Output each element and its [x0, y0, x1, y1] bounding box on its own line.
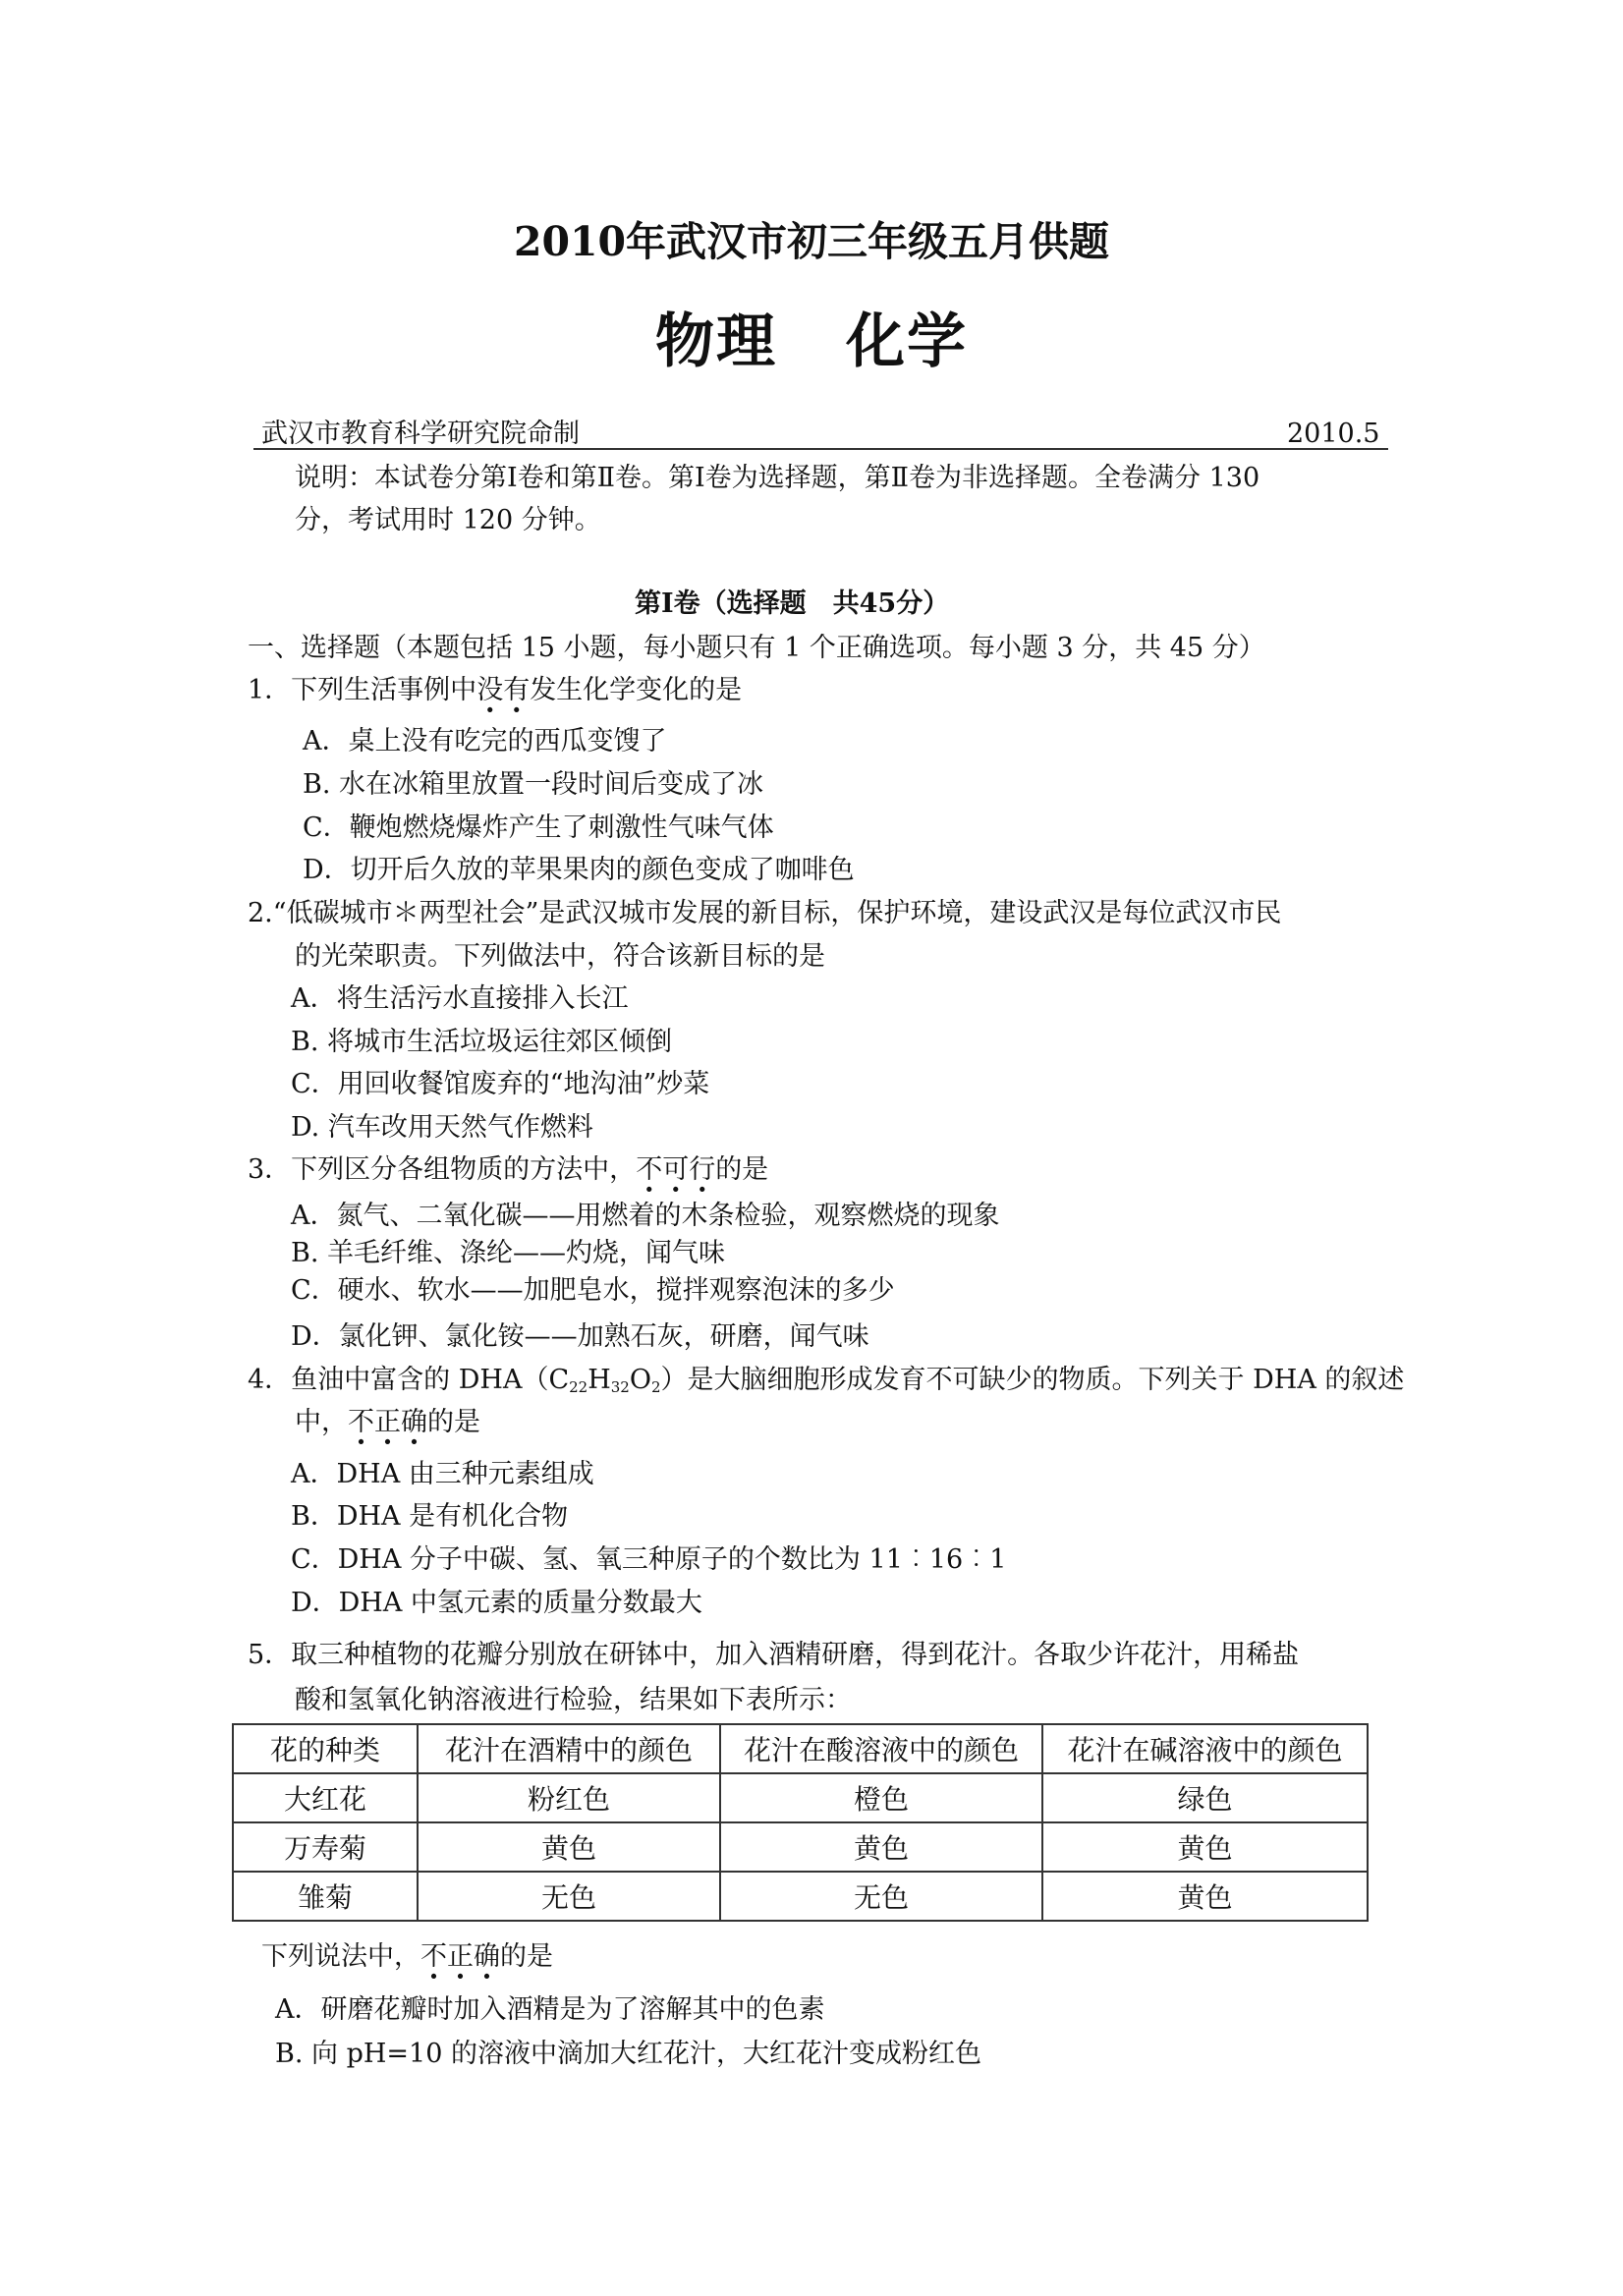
table-cell: 大红花 [233, 1773, 418, 1822]
section-1-intro: 一、选择题（本题包括 15 小题，每小题只有 1 个正确选项。每小题 3 分，共 45 分） [248, 633, 1265, 663]
q5-after-b: 的是 [500, 1941, 553, 1972]
q3-stem [248, 1156, 768, 1183]
q1-stem [248, 677, 742, 703]
table-cell: 橙色 [720, 1773, 1042, 1822]
q5-question [261, 1943, 553, 1970]
q5-option-a: A．研磨花瓣时加入酒精是为了溶解其中的色素 [275, 1994, 825, 2025]
q5-option-b: B. 向 pH=10 的溶液中滴加大红花汁，大红花汁变成粉红色 [275, 2039, 981, 2069]
q3-option-d: D．氯化钾、氯化铵——加熟石灰，研磨，闻气味 [291, 1321, 869, 1352]
instructions-line-2: 分，考试用时 120 分钟。 [295, 505, 601, 535]
q2-stem-line-1: 2.“低碳城市＊两型社会”是武汉城市发展的新目标，保护环境，建设武汉是每位武汉市民 [248, 898, 1282, 928]
table-header-cell: 花汁在酸溶液中的颜色 [720, 1724, 1042, 1773]
table-cell: 雏菊 [233, 1872, 418, 1921]
q1-option-a: A．桌上没有吃完的西瓜变馊了 [303, 726, 667, 756]
q5-stem-line-1: 5．取三种植物的花瓣分别放在研钵中，加入酒精研磨，得到花汁。各取少许花汁，用稀盐 [248, 1640, 1300, 1670]
table-cell: 绿色 [1042, 1773, 1368, 1822]
q2-option-d: D. 汽车改用天然气作燃料 [291, 1112, 593, 1143]
q1-emphasis-1: 没 [476, 675, 504, 705]
table-cell: 黄色 [418, 1822, 720, 1872]
q4-sub-o: 2 [651, 1378, 661, 1396]
issue-date: 2010.5 [1287, 419, 1380, 449]
q1-stem-b: 发生化学变化的是 [530, 675, 743, 705]
q4-stem-line-2-b: 的是 [427, 1407, 480, 1437]
q4-option-d: D．DHA 中氢元素的质量分数最大 [291, 1588, 702, 1618]
table-cell: 无色 [720, 1872, 1042, 1921]
q5-after-a: 下列说法中， [261, 1941, 420, 1972]
part-1-title: 第Ⅰ卷（选择题 共45分） [635, 588, 950, 619]
table-header-cell: 花汁在酒精中的颜色 [418, 1724, 720, 1773]
q3-option-a: A．氮气、二氧化碳——用燃着的木条检验，观察燃烧的现象 [291, 1201, 1000, 1231]
q4-option-a: A．DHA 由三种元素组成 [291, 1459, 594, 1489]
q4-stem-line-1 [248, 1367, 1404, 1395]
q1-option-c: C．鞭炮燃烧爆炸产生了刺激性气味气体 [303, 812, 774, 843]
q5-emphasis-2: 正 [447, 1941, 474, 1972]
q4-emphasis-3: 确 [401, 1407, 427, 1437]
q4-option-b: B．DHA 是有机化合物 [291, 1501, 569, 1532]
table-cell: 黄色 [1042, 1822, 1368, 1872]
q4-stem-line-2 [295, 1409, 480, 1435]
table-cell: 万寿菊 [233, 1822, 418, 1872]
q5-emphasis-1: 不 [420, 1941, 447, 1972]
q4-stem-o: O [629, 1365, 651, 1395]
q4-stem-line-2-a: 中， [295, 1407, 348, 1437]
table-row [233, 1822, 1368, 1872]
table-cell: 黄色 [1042, 1872, 1368, 1921]
q2-stem-line-2: 的光荣职责。下列做法中，符合该新目标的是 [295, 941, 825, 972]
table-cell: 粉红色 [418, 1773, 720, 1822]
q4-stem-h: H [588, 1365, 611, 1395]
q3-stem-a: 3．下列区分各组物质的方法中， [248, 1154, 637, 1185]
table-header-row [233, 1724, 1368, 1773]
q2-option-a: A．将生活污水直接排入长江 [291, 983, 629, 1014]
q4-sub-c: 22 [569, 1378, 588, 1396]
table-header-cell: 花汁在碱溶液中的颜色 [1042, 1724, 1368, 1773]
q4-sub-h: 32 [610, 1378, 630, 1396]
q4-stem-b: ）是大脑细胞形成发育不可缺少的物质。下列关于 DHA 的叙述 [660, 1365, 1405, 1395]
q2-option-b: B. 将城市生活垃圾运往郊区倾倒 [291, 1027, 673, 1057]
q4-emphasis-2: 正 [374, 1407, 401, 1437]
issuer: 武汉市教育科学研究院命制 [261, 419, 580, 449]
exam-title: 2010年武汉市初三年级五月供题 [513, 218, 1110, 265]
exam-subjects [0, 295, 1623, 379]
q3-emphasis-2: 可 [662, 1154, 690, 1185]
flower-color-table [232, 1723, 1369, 1922]
subject-chemistry: 化学 [846, 308, 968, 376]
q3-option-c: C．硬水、软水——加肥皂水，搅拌观察泡沫的多少 [291, 1275, 895, 1306]
q4-emphasis-1: 不 [348, 1407, 374, 1437]
q4-option-c: C．DHA 分子中碳、氢、氧三种原子的个数比为 11︰16︰1 [291, 1544, 1007, 1575]
q2-option-c: C．用回收餐馆废弃的“地沟油”炒菜 [291, 1069, 710, 1099]
q1-option-b: B. 水在冰箱里放置一段时间后变成了冰 [303, 769, 764, 800]
q5-stem-line-2: 酸和氢氧化钠溶液进行检验，结果如下表所示： [295, 1685, 852, 1715]
q3-option-b: B. 羊毛纤维、涤纶——灼烧，闻气味 [291, 1238, 726, 1268]
table-row [233, 1773, 1368, 1822]
header-divider [253, 448, 1388, 450]
table-header-cell: 花的种类 [233, 1724, 418, 1773]
instructions-line-1: 说明：本试卷分第Ⅰ卷和第Ⅱ卷。第Ⅰ卷为选择题，第Ⅱ卷为非选择题。全卷满分 130 [295, 463, 1260, 493]
subject-physics: 物理 [655, 308, 777, 376]
q1-emphasis-2: 有 [503, 675, 531, 705]
table-row [233, 1872, 1368, 1921]
q3-emphasis-1: 不 [636, 1154, 663, 1185]
q3-stem-b: 的是 [715, 1154, 769, 1185]
q1-option-d: D．切开后久放的苹果果肉的颜色变成了咖啡色 [303, 855, 855, 885]
table-cell: 无色 [418, 1872, 720, 1921]
table-cell: 黄色 [720, 1822, 1042, 1872]
q1-stem-a: 1．下列生活事例中 [248, 675, 477, 705]
q4-stem-a: 4．鱼油中富含的 DHA（C [248, 1365, 570, 1395]
q3-emphasis-3: 行 [689, 1154, 716, 1185]
q5-emphasis-3: 确 [474, 1941, 500, 1972]
